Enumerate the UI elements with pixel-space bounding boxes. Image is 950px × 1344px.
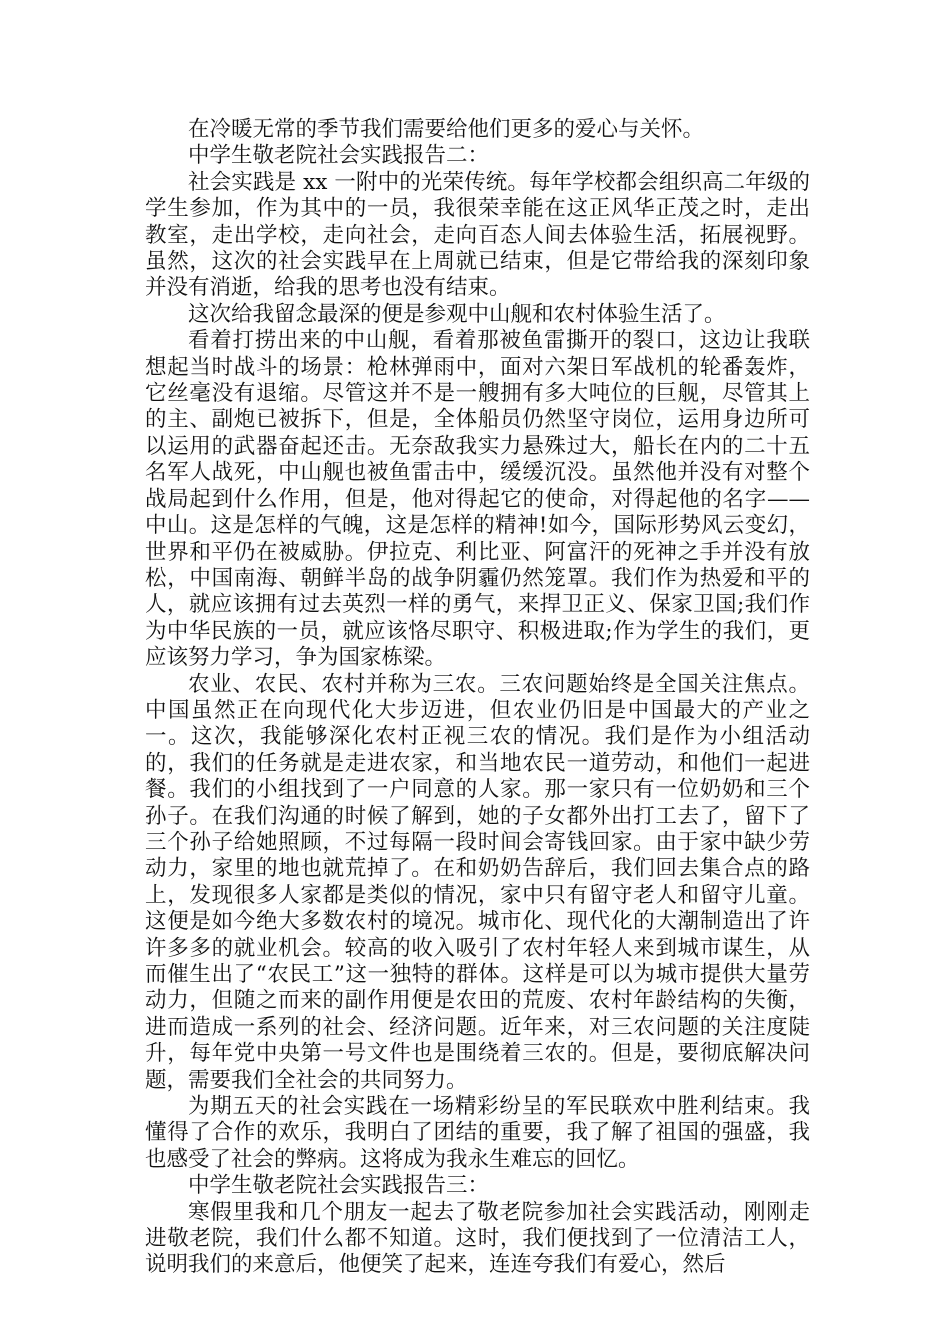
paragraph-closing-line: 在冷暖无常的季节我们需要给他们更多的爱心与关怀。 bbox=[188, 117, 705, 142]
paragraph-three-rural-issues: 农业、农民、农村并称为三农。三农问题始终是全国关注焦点。中国虽然正在向现代化大步迈进，但农业仍旧是中国最大的产业之一。这次，我能够深化农村正视三农的情况。我们是作为小组活动的，我们的任务就是走进农家，和当地农民一道劳动，和他们一起进餐。我们的小组找到了一户同意的人家。那一家只有一位奶奶和三个孙子。在我们沟通的时候了解到，她的子女都外出打工去了，留下了三个孙子给她照顾，不过每隔一段时间会寄钱回家。由于家中缺少劳动力，家里的地也就荒掉了。在和奶奶告辞后，我们回去集合点的路上，发现很多人家都是类似的情况，家中只有留守老人和留守儿童。这便是如今绝大多数农村的境况。城市化、现代化的大潮制造出了许许多多的就业机会。较高的收入吸引了农村年轻人来到城市谋生，从而催生出了“农民工”这一独特的群体。这样是可以为城市提供大量劳动力，但随之而来的副作用便是农田的荒废、农村年龄结构的失衡，进而造成一系列的社会、经济问题。近年来，对三农问题的关注度陡升，每年党中央第一号文件也是围绕着三农的。但是，要彻底解决问题，需要我们全社会的共同努力。 bbox=[145, 671, 810, 1093]
paragraph-nursing-home-visit: 寒假里我和几个朋友一起去了敬老院参加社会实践活动，刚刚走进敬老院，我们什么都不知道。这时，我们便找到了一位清洁工人，说明我们的来意后，他便笑了起来，连连夸我们有爱心，然后 bbox=[145, 1199, 810, 1278]
paragraph-intro: 社会实践是 xx 一附中的光荣传统。每年学校都会组织高二年级的学生参加，作为其中的一员，我很荣幸能在这正风华正茂之时，走出教室，走出学校，走向社会，走向百态人间去体验生活，拓展视野。虽然，这次的社会实践早在上周就已结束，但是它带给我的深刻印象并没有消逝，给我的思考也没有结束。 bbox=[145, 169, 810, 301]
document-page bbox=[145, 117, 810, 1279]
heading-report-three: 中学生敬老院社会实践报告三： bbox=[188, 1173, 490, 1199]
paragraph-deepest-impression: 这次给我留念最深的便是参观中山舰和农村体验生活了。 bbox=[188, 301, 726, 327]
paragraph-conclusion: 为期五天的社会实践在一场精彩纷呈的军民联欢中胜利结束。我懂得了合作的欢乐，我明白了团结的重要，我了解了祖国的强盛，我也感受了社会的弊病。这将成为我永生难忘的回忆。 bbox=[145, 1094, 810, 1172]
paragraph-zhongshan-warship: 看着打捞出来的中山舰，看着那被鱼雷撕开的裂口，这边让我联想起当时战斗的场景：枪林弹雨中，面对六架日军战机的轮番轰炸，它丝毫没有退缩。尽管这并不是一艘拥有多大吨位的巨舰，尽管其上的主、副炮已被拆下，但是，全体船员仍然坚守岗位，运用身边所可以运用的武器奋起还击。无奈敌我实力悬殊过大，船长在内的二十五名军人战死，中山舰也被鱼雷击中，缓缓沉没。虽然他并没有对整个战局起到什么作用，但是，他对得起它的使命，对得起他的名字——中山。这是怎样的气魄，这是怎样的精神!如今，国际形势风云变幻，世界和平仍在被威胁。伊拉克、利比亚、阿富汗的死神之手并没有放松，中国南海、朝鲜半岛的战争阴霾仍然笼罩。我们作为热爱和平的人，就应该拥有过去英烈一样的勇气，来捍卫正义、保家卫国;我们作为中华民族的一员，就应该恪尽职守、积极进取;作为学生的我们，更应该努力学习，争为国家栋梁。 bbox=[145, 328, 810, 671]
heading-report-two: 中学生敬老院社会实践报告二： bbox=[188, 143, 490, 169]
